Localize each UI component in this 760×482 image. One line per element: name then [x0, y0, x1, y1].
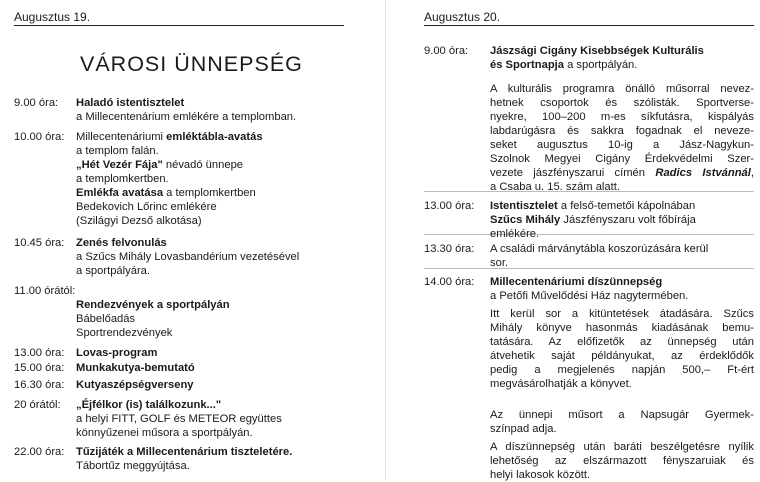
description-line [490, 408, 754, 422]
text-segment: sor. [490, 257, 509, 269]
event-description [76, 346, 157, 360]
schedule-item [14, 130, 263, 228]
description-line [76, 298, 230, 312]
schedule-item [14, 445, 292, 473]
text-segment: a Csaba u. 15. szám alatt. [490, 181, 620, 193]
description-line [490, 110, 754, 124]
text-segment: Munkakutya-bemutató [76, 362, 195, 374]
text-segment: Jászfényszaru volt főbírája [560, 214, 696, 226]
description-line [76, 426, 282, 440]
description-line [76, 326, 230, 340]
event-description [76, 398, 282, 440]
text-segment: és Sportnapja [490, 59, 564, 71]
description-line [76, 312, 230, 326]
text-segment: „Hét Vezér Fája" [76, 159, 163, 171]
description-line [76, 144, 263, 158]
text-segment: Tábortűz meggyújtása. [76, 460, 190, 472]
description-line [76, 346, 157, 360]
text-segment: pedig a megjelenés napján 500,– Ft-ért [490, 364, 754, 376]
text-segment: Kutyaszépségverseny [76, 379, 194, 391]
description-line [490, 227, 754, 241]
event-description [76, 445, 292, 473]
event-description [76, 130, 263, 228]
text-segment: labdarúgásra és sakkra fogadnak el neveze- [490, 125, 754, 137]
event-time: 16.30 óra: [14, 379, 65, 391]
paragraph [490, 275, 754, 303]
schedule-item [14, 346, 157, 360]
description-line [490, 454, 754, 468]
description-line [490, 349, 754, 363]
event-description [490, 199, 754, 241]
text-segment: Mihály könyve hasonmás kiadásának bemu- [490, 322, 754, 334]
description-line [490, 363, 754, 377]
text-segment: a felső-temetői kápolnában [557, 200, 696, 212]
event-time: 14.00 óra: [424, 276, 475, 288]
text-segment: a templom falán. [76, 145, 159, 157]
text-segment: Bedekovich Lőrinc emlékére [76, 201, 217, 213]
description-line [490, 289, 754, 303]
text-segment: Haladó istentisztelet [76, 97, 185, 109]
left-date-header: Augusztus 19. [14, 10, 344, 26]
text-segment: Jászsági Cigány Kisebbségek Kulturális [490, 45, 704, 57]
event-time: 13.30 óra: [424, 243, 475, 255]
event-description [76, 236, 299, 278]
text-segment: hetnek csoportok és szólisták. Sportverse- [490, 97, 754, 109]
text-segment: Lovas-program [76, 347, 158, 359]
text-segment: , [750, 167, 754, 179]
description-line [76, 214, 263, 228]
text-segment: Szűcs Mihály [490, 214, 561, 226]
event-time: 15.00 óra: [14, 362, 65, 374]
text-segment: a helyi FITT, GOLF és METEOR együttes [76, 413, 282, 425]
text-segment: nyekre, 100–200 m-es síkfutásra, kispályás [490, 111, 754, 123]
text-segment: átvehetik saját példányukat, az érdeklődők [490, 350, 754, 362]
text-segment: A díszünnepség után baráti beszélgetésre nyílik [490, 441, 754, 453]
text-segment: Szolnok Megyei Cigány Érdekvédelmi Szer- [490, 153, 754, 165]
description-line [76, 110, 296, 124]
text-segment: Millecentenáriumi díszünnepség [490, 276, 663, 288]
text-segment: emlékére. [490, 228, 540, 240]
description-line [490, 377, 754, 391]
description-line [76, 130, 263, 144]
event-description [76, 284, 230, 340]
text-segment: Sportrendezvények [76, 327, 173, 339]
event-time: 22.00 óra: [14, 446, 65, 458]
schedule-item [14, 361, 195, 375]
description-line [76, 186, 263, 200]
description-line [490, 335, 754, 349]
description-line [490, 275, 754, 289]
description-line [76, 398, 282, 412]
event-time: 13.00 óra: [14, 347, 65, 359]
description-line [490, 180, 754, 194]
paragraph [490, 408, 754, 436]
paragraph [490, 440, 754, 482]
right-date-header: Augusztus 20. [424, 10, 754, 26]
schedule-item [424, 242, 754, 270]
description-line [490, 96, 754, 110]
paragraph [490, 82, 754, 194]
text-segment: Istentisztelet [490, 200, 558, 212]
description-line [76, 200, 263, 214]
description-line [76, 378, 194, 392]
page-title: VÁROSI ÜNNEPSÉG [80, 52, 303, 76]
description-line [76, 361, 195, 375]
description-line [490, 242, 754, 256]
description-line [76, 158, 263, 172]
schedule-item [14, 284, 230, 340]
text-segment: Az ünnepi műsort a Napsugár Gyermek- [490, 409, 754, 421]
schedule-item [14, 96, 296, 124]
text-segment: „Éjfélkor (is) találkozunk..." [76, 399, 222, 411]
description-line [76, 445, 292, 459]
description-line [490, 138, 754, 152]
event-time: 13.00 óra: [424, 200, 475, 212]
event-description [76, 96, 296, 124]
description-line [490, 58, 754, 72]
text-segment: A kulturális programra önálló műsorral nevez- [490, 83, 754, 95]
text-segment: Zenés felvonulás [76, 237, 167, 249]
text-segment: lehetőség az elszármazott fényszaruiak és [490, 455, 754, 467]
text-segment: névadó ünnepe [162, 159, 244, 171]
description-line [490, 256, 754, 270]
schedule-item [14, 378, 194, 392]
description-line [76, 412, 282, 426]
text-segment: helyi lakosok között. [490, 469, 591, 481]
event-time: 20 órától: [14, 399, 61, 411]
text-segment: a Petőfi Művelődési Ház nagytermében. [490, 290, 689, 302]
text-segment: a templomkertben. [76, 173, 169, 185]
paragraph [490, 242, 754, 270]
text-segment: (Szilágyi Dezső alkotása) [76, 215, 202, 227]
event-time: 10.45 óra: [14, 237, 65, 249]
paragraph [490, 307, 754, 391]
description-line [490, 321, 754, 335]
description-line [76, 236, 299, 250]
schedule-item [14, 236, 299, 278]
text-segment: A családi márványtábla koszorúzására kerül [490, 243, 709, 255]
description-line [76, 284, 230, 298]
event-description [490, 242, 754, 270]
paragraph [490, 44, 754, 72]
text-segment: színpad adja. [490, 423, 557, 435]
text-segment: vezete jászfényszarui címén [490, 167, 656, 179]
event-time: 10.00 óra: [14, 131, 65, 143]
text-segment: emléktábla-avatás [166, 131, 263, 143]
text-segment: könnyűzenei műsora a sportpályán. [76, 427, 253, 439]
description-line [76, 250, 299, 264]
description-line [490, 199, 754, 213]
description-line [76, 172, 263, 186]
paragraph [490, 199, 754, 241]
event-time: 11.00 órától: [14, 285, 76, 297]
event-time: 9.00 óra: [14, 97, 59, 109]
description-line [490, 82, 754, 96]
description-line [490, 440, 754, 454]
description-line [76, 459, 292, 473]
text-segment: a Szűcs Mihály Lovasbandérium vezetésével [76, 251, 300, 263]
text-segment: seket augusztus 10-ig a Jász-Nagykun- [490, 139, 754, 151]
event-description [76, 361, 195, 375]
text-segment: Bábelőadás [76, 313, 136, 325]
description-line [490, 44, 754, 58]
text-segment: a Millecentenárium emlékére a templomban. [76, 111, 297, 123]
text-segment: Rendezvények a sportpályán [76, 299, 230, 311]
event-description [76, 378, 194, 392]
text-segment: megvásárolhatják a könyvet. [490, 378, 632, 390]
event-time: 9.00 óra: [424, 45, 469, 57]
text-segment: Itt kerül sor a kitüntetések átadására. Szűcs [490, 308, 754, 320]
text-segment: tatására. Az előfizetők az ünnepség után [490, 336, 754, 348]
description-line [490, 124, 754, 138]
page-fold [385, 0, 386, 480]
schedule-item [14, 398, 282, 440]
text-segment: a sportpályára. [76, 265, 151, 277]
description-line [490, 307, 754, 321]
text-segment: Radics Istvánnál [655, 167, 751, 179]
text-segment: Emlékfa avatása [76, 187, 164, 199]
text-segment: a templomkertben [163, 187, 256, 199]
description-line [490, 166, 754, 180]
text-segment: Tűzijáték a Millecentenárium tiszteletére. [76, 446, 293, 458]
description-line [76, 96, 296, 110]
description-line [490, 422, 754, 436]
text-segment: a sportpályán. [563, 59, 638, 71]
description-line [76, 264, 299, 278]
description-line [490, 213, 754, 227]
schedule-item [424, 199, 754, 241]
text-segment: Millecentenáriumi [76, 131, 167, 143]
description-line [490, 152, 754, 166]
